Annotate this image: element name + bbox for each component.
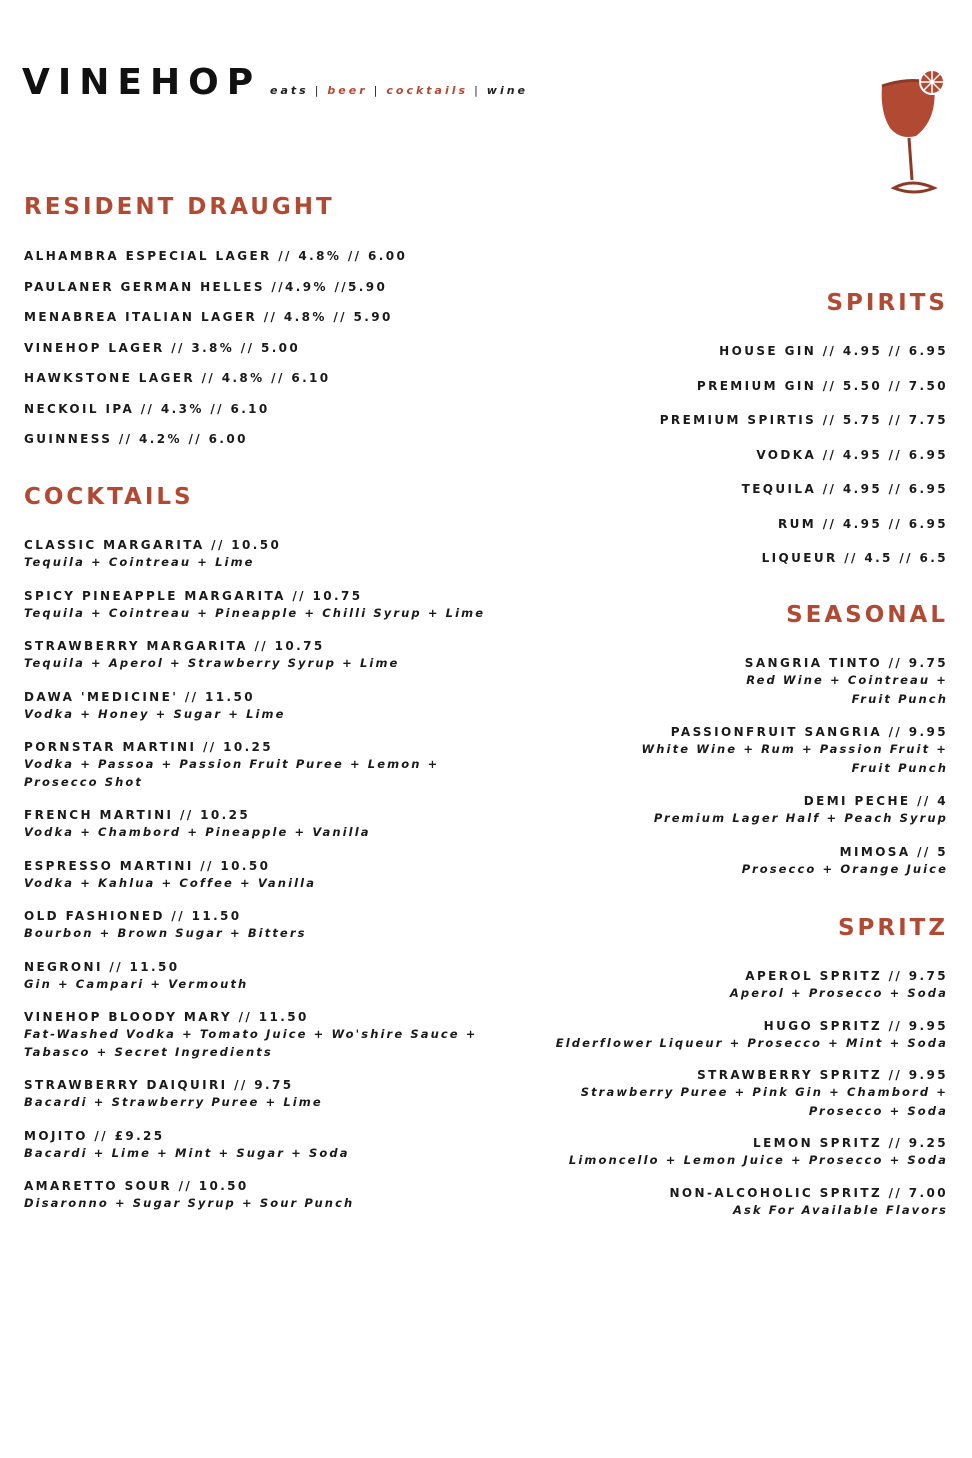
spirits-list	[660, 344, 948, 586]
nav-divider: |	[474, 84, 481, 97]
item-title: ESPRESSO MARTINI // 10.50	[24, 858, 271, 873]
item-description: Vodka + Chambord + Pineapple + Vanilla	[24, 825, 371, 839]
menu-item	[24, 1010, 494, 1061]
menu-item	[24, 859, 494, 893]
item-description: Tequila + Cointreau + Lime	[24, 555, 255, 569]
draught-item: ALHAMBRA ESPECIAL LAGER // 4.8% // 6.00	[24, 249, 408, 263]
spirit-item: LIQUEUR // 4.5 // 6.5	[761, 551, 948, 565]
item-description: Vodka + Passoa + Passion Fruit Puree + Lemon + Prosecco Shot	[24, 757, 440, 789]
item-title: FRENCH MARTINI // 10.25	[24, 808, 251, 822]
spritz-list	[556, 969, 948, 1235]
item-description: Vodka + Honey + Sugar + Lime	[24, 706, 286, 721]
item-title: OLD FASHIONED // 11.50	[24, 909, 242, 923]
item-description: Ask For Available Flavors	[732, 1202, 948, 1217]
item-description: Prosecco + Orange Juice	[741, 861, 948, 876]
item-description: Bacardi + Lime + Mint + Sugar + Soda	[24, 1145, 350, 1160]
item-description: Fruit Punch	[851, 691, 948, 706]
draught-heading: RESIDENT DRAUGHT	[24, 194, 335, 220]
menu-item	[24, 1179, 494, 1213]
item-title: CLASSIC MARGARITA // 10.50	[24, 538, 282, 552]
item-description: Elderflower Liqueur + Prosecco + Mint + Soda	[555, 1035, 948, 1050]
item-title: DAWA 'MEDICINE' // 11.50	[24, 689, 255, 704]
menu-item	[24, 808, 494, 842]
item-description: Red Wine + Cointreau +	[746, 673, 948, 687]
spirit-item: RUM // 4.95 // 6.95	[778, 516, 948, 531]
brand-logo: VINEHOP	[22, 62, 262, 103]
item-description: Bourbon + Brown Sugar + Bitters	[24, 926, 307, 940]
item-title: NEGRONI // 11.50	[24, 959, 180, 974]
item-title: APEROL SPRITZ // 9.75	[745, 969, 948, 983]
item-title: STRAWBERRY DAIQUIRI // 9.75	[24, 1078, 294, 1092]
menu-item	[641, 656, 948, 708]
draught-item: NECKOIL IPA // 4.3% // 6.10	[24, 401, 270, 416]
draught-item: HAWKSTONE LAGER // 4.8% // 6.10	[24, 371, 331, 385]
draught-item: MENABREA ITALIAN LAGER // 4.8% // 5.90	[24, 310, 393, 324]
spirit-item: VODKA // 4.95 // 6.95	[756, 447, 948, 462]
cocktail-glass-icon	[872, 64, 952, 198]
item-description: Strawberry Puree + Pink Gin + Chambord +	[580, 1085, 948, 1099]
item-description: Aperol + Prosecco + Soda	[729, 986, 948, 1000]
item-description: White Wine + Rum + Passion Fruit +	[641, 742, 948, 756]
menu-item	[24, 960, 494, 994]
menu-item	[24, 538, 494, 572]
menu-item	[556, 1019, 948, 1053]
menu-item	[24, 909, 494, 943]
item-title: MIMOSA // 5	[839, 844, 948, 859]
spirit-item: PREMIUM SPIRTIS // 5.75 // 7.75	[659, 413, 948, 427]
menu-item	[24, 690, 494, 724]
spirit-item: TEQUILA // 4.95 // 6.95	[741, 482, 948, 496]
menu-item	[24, 639, 494, 673]
item-title: LEMON SPRITZ // 9.25	[753, 1136, 948, 1150]
seasonal-list	[641, 656, 948, 895]
draught-item: GUINNESS // 4.2% // 6.00	[24, 432, 248, 446]
item-title: VINEHOP BLOODY MARY // 11.50	[24, 1010, 309, 1024]
spirit-item: HOUSE GIN // 4.95 // 6.95	[719, 344, 948, 358]
item-title: MOJITO // £9.25	[24, 1128, 165, 1143]
item-description: Tequila + Aperol + Strawberry Syrup + Lime	[24, 656, 400, 670]
item-description: Prosecco + Soda	[808, 1103, 948, 1118]
item-title: HUGO SPRITZ // 9.95	[763, 1018, 948, 1033]
draught-item: PAULANER GERMAN HELLES //4.9% //5.90	[24, 279, 388, 294]
item-description: Premium Lager Half + Peach Syrup	[653, 811, 948, 825]
item-title: NON-ALCOHOLIC SPRITZ // 7.00	[669, 1185, 948, 1200]
cocktails-list	[24, 538, 494, 1230]
spirits-heading: SPIRITS	[826, 290, 948, 316]
menu-item	[556, 1186, 948, 1220]
menu-item	[641, 725, 948, 777]
menu-item	[641, 845, 948, 879]
item-description: Vodka + Kahlua + Coffee + Vanilla	[24, 875, 317, 890]
menu-item	[24, 1078, 494, 1112]
item-title: PORNSTAR MARTINI // 10.25	[24, 740, 274, 754]
menu-item	[24, 740, 494, 791]
nav-link-beer[interactable]: beer	[327, 84, 368, 97]
nav-divider: |	[373, 84, 381, 97]
menu-item	[24, 589, 494, 623]
item-title: PASSIONFRUIT SANGRIA // 9.95	[670, 725, 948, 739]
menu-item	[556, 1068, 948, 1120]
item-title: STRAWBERRY MARGARITA // 10.75	[24, 639, 325, 653]
menu-item	[641, 794, 948, 828]
nav-link-wine[interactable]: wine	[486, 84, 529, 97]
item-description: Gin + Campari + Vermouth	[24, 976, 249, 991]
item-description: Limoncello + Lemon Juice + Prosecco + Soda	[568, 1153, 948, 1167]
top-nav	[270, 84, 528, 97]
item-description: Disaronno + Sugar Syrup + Sour Punch	[24, 1196, 355, 1210]
menu-item	[556, 969, 948, 1003]
seasonal-heading: SEASONAL	[786, 602, 948, 628]
menu-item	[556, 1136, 948, 1170]
item-description: Fruit Punch	[851, 760, 948, 775]
item-description: Bacardi + Strawberry Puree + Lime	[24, 1095, 323, 1109]
menu-item	[24, 1129, 494, 1163]
cocktails-heading: COCKTAILS	[24, 484, 194, 510]
nav-divider: |	[314, 84, 322, 97]
spirit-item: PREMIUM GIN // 5.50 // 7.50	[696, 378, 948, 393]
nav-link-cocktails[interactable]: cocktails	[386, 84, 469, 97]
draught-item: VINEHOP LAGER // 3.8% // 5.00	[24, 340, 301, 355]
item-title: SPICY PINEAPPLE MARGARITA // 10.75	[24, 588, 363, 603]
draught-list	[24, 249, 407, 463]
item-description: Tequila + Cointreau + Pineapple + Chilli Syrup + Lime	[24, 605, 486, 620]
nav-link-eats[interactable]: eats	[270, 84, 309, 97]
item-title: SANGRIA TINTO // 9.75	[744, 656, 948, 670]
spritz-heading: SPRITZ	[837, 915, 948, 941]
item-description: Fat-Washed Vodka + Tomato Juice + Wo'shire Sauce + Tabasco + Secret Ingredients	[24, 1027, 478, 1059]
item-title: DEMI PECHE // 4	[803, 794, 948, 808]
item-title: STRAWBERRY SPRITZ // 9.95	[697, 1068, 948, 1082]
item-title: AMARETTO SOUR // 10.50	[24, 1179, 249, 1193]
